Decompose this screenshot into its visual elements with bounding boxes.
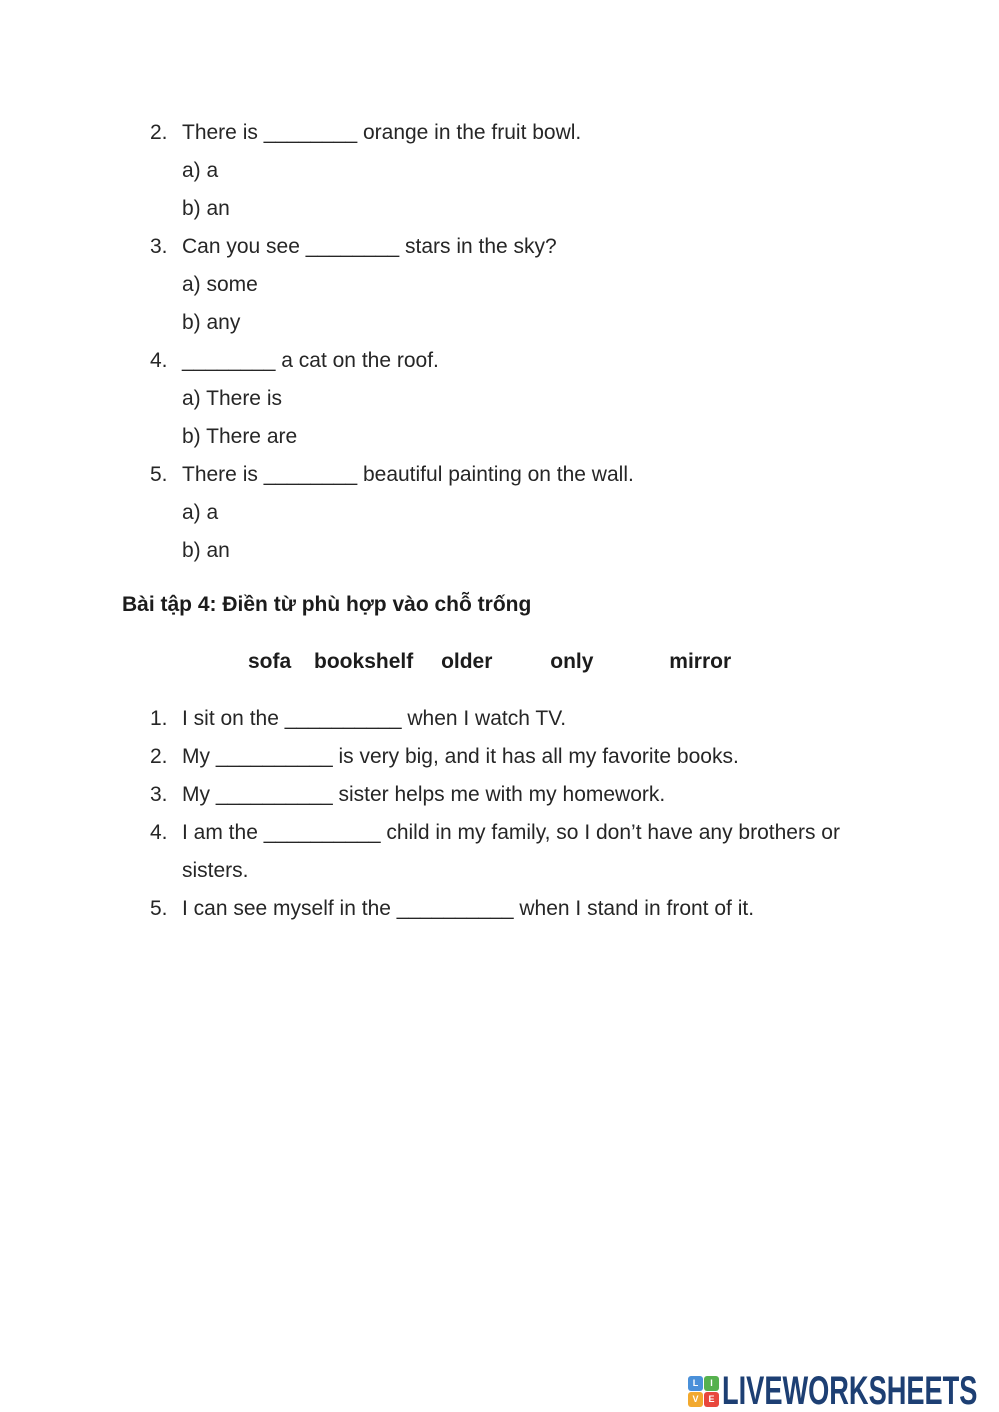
question-number: 3. [150, 235, 168, 258]
question-text: There is ________ beautiful painting on the wall. [182, 463, 634, 486]
question-number: 4. [150, 349, 168, 372]
question-text: Can you see ________ stars in the sky? [182, 235, 557, 258]
word-bank [248, 643, 731, 681]
option-text: b) an [182, 197, 230, 220]
fb-sentence [150, 738, 912, 776]
option-text: b) an [182, 539, 230, 562]
mc-option [150, 418, 634, 456]
sentence-number: 3. [150, 783, 168, 806]
logo-squares-icon [688, 1376, 719, 1407]
mc-option [150, 304, 634, 342]
multiple-choice-section [150, 114, 634, 570]
mc-option [150, 152, 634, 190]
brand-wordmark: LIVEWORKSHEETS [722, 1368, 978, 1412]
logo-square-i: I [704, 1376, 719, 1391]
sentence-number: 4. [150, 821, 168, 844]
sentence-text: I can see myself in the __________ when I stand in front of it. [182, 897, 755, 920]
fb-sentence [150, 776, 912, 814]
sentence-number: 1. [150, 707, 168, 730]
fb-sentence [150, 814, 912, 890]
logo-square-l: L [688, 1376, 703, 1391]
question-number: 5. [150, 463, 168, 486]
word-bank-word: only [550, 650, 594, 673]
mc-question [150, 342, 634, 380]
mc-option [150, 266, 634, 304]
mc-question [150, 114, 634, 152]
word-bank-word: older [441, 650, 493, 673]
mc-question [150, 456, 634, 494]
option-text: b) There are [182, 425, 298, 448]
exercise4-heading: Bài tập 4: Điền từ phù hợp vào chỗ trống [122, 593, 532, 616]
sentence-text: I am the __________ child in my family, so I don’t have any brothers or sisters. [182, 821, 840, 882]
mc-option [150, 494, 634, 532]
word-bank-word: sofa [248, 650, 292, 673]
sentence-number: 5. [150, 897, 168, 920]
question-text: There is ________ orange in the fruit bowl. [182, 121, 582, 144]
mc-option [150, 380, 634, 418]
word-bank-word: mirror [669, 650, 732, 673]
liveworksheets-logo [688, 1368, 999, 1412]
mc-option [150, 190, 634, 228]
sentence-text: My __________ is very big, and it has all my favorite books. [182, 745, 739, 768]
mc-option [150, 532, 634, 570]
option-text: b) any [182, 311, 241, 334]
sentence-number: 2. [150, 745, 168, 768]
fb-sentence [150, 890, 912, 928]
question-text: ________ a cat on the roof. [182, 349, 439, 372]
sentence-text: My __________ sister helps me with my homework. [182, 783, 666, 806]
word-bank-word: bookshelf [314, 650, 414, 673]
option-text: a) There is [182, 387, 282, 410]
option-text: a) a [182, 159, 219, 182]
sentence-text: I sit on the __________ when I watch TV. [182, 707, 567, 730]
logo-square-v: V [688, 1392, 703, 1407]
question-number: 2. [150, 121, 168, 144]
fb-sentence [150, 700, 912, 738]
option-text: a) some [182, 273, 258, 296]
fill-blank-section [150, 700, 912, 928]
mc-question [150, 228, 634, 266]
logo-square-e: E [704, 1392, 719, 1407]
option-text: a) a [182, 501, 219, 524]
